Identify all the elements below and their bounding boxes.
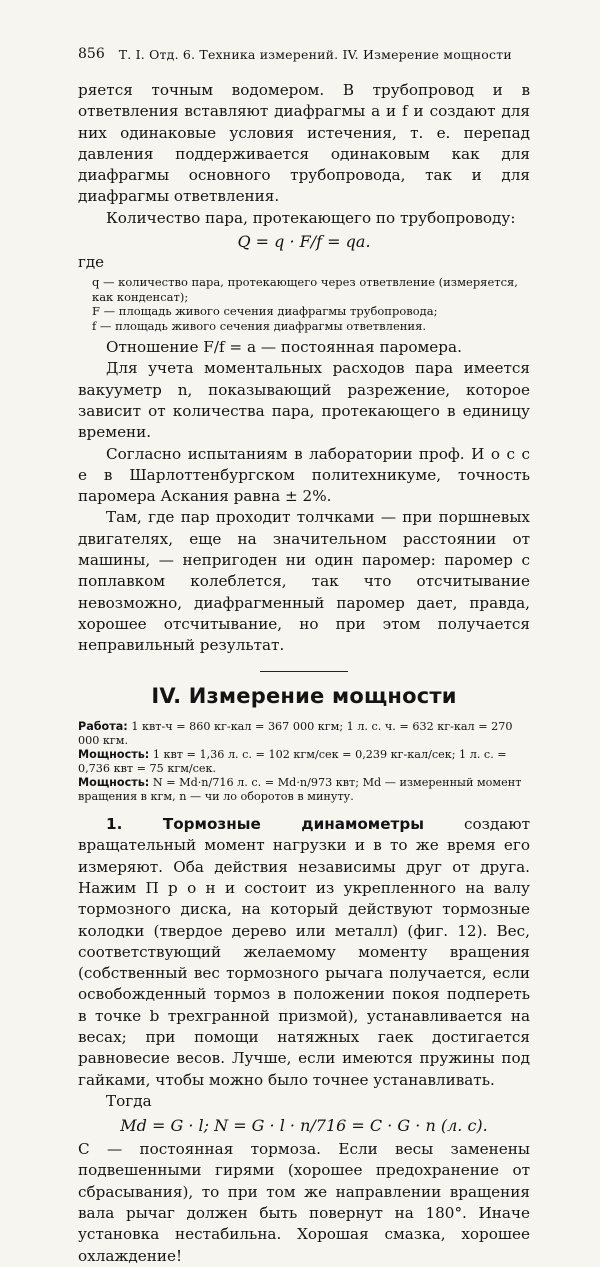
paragraph-vacuum-gauge: Для учета моментальных расходов пара имеется вакууметр n, показывающий разрежение, которое зависит от количества пара, протекающего в единицу времени. [78, 359, 530, 442]
paragraph-brake-dynamometers [78, 814, 530, 1091]
paragraph-steam-quantity: Количество пара, протекающего по трубопроводу: [106, 208, 516, 227]
then-label: Тогда [106, 1091, 152, 1110]
page-body [78, 80, 530, 1267]
units-power [78, 748, 530, 776]
units-power-text: 1 квт = 1,36 л. с. = 102 кгм/сек = 0,239 кг-кал/сек; 1 л. с. = 0,736 квт = 75 кгм/сек. [78, 748, 507, 776]
brake-dynamometers-text: создают вращательный момент нагрузки и в то же время его измеряют. Оба действия независимы друг от друга. Нажим П р о н и состоит из укрепленного на валу тормозного диска, на который действуют тормозные колодки (твердое дерево или металл) (фиг. 12). Вес, соответствующий желаемому моменту вращения (собственный вес тормозного рычага получается, если освобожденный тормоз в положении покоя подпереть в точке b трехгранной призмой), устанавливается на весах; при помощи натяжных гаек достигается равновесие весов. Лучше, если имеются пружины под гайками, чтобы можно было точнее устанавливать. [78, 815, 530, 1089]
definition-F: F — площадь живого сечения диафрагмы трубопровода; [92, 304, 438, 319]
units-power2-label: Мощность: [78, 776, 150, 790]
units-work [78, 720, 530, 748]
page-number: 856 [78, 46, 105, 62]
units-work-label: Работа: [78, 720, 128, 734]
paragraph-accuracy: Согласно испытаниям в лаборатории проф. И о с с е в Шарлоттенбургском политехникуме, точность паромера Аскания равна ± 2%. [78, 444, 530, 506]
units-power-label: Мощность: [78, 748, 150, 762]
definition-f: f — площадь живого сечения диафрагмы ответвления. [92, 318, 426, 333]
paragraph-brake-constant: C — постоянная тормоза. Если весы заменены подвешенными гирями (хорошее предохранение от сбрасывания), то при том же направлении вращения вала рычаг должен быть повернут на 180°. Иначе установка нестабильна. Хорошая смазка, хорошее охлаждение! [78, 1140, 530, 1265]
running-header [78, 46, 530, 62]
brake-dynamometers-heading: 1. Тормозные динамометры [106, 815, 424, 834]
definitions-list [92, 275, 530, 333]
section-divider [260, 671, 348, 673]
section-title: IV. Измерение мощности [151, 684, 457, 709]
formula-steam-quantity: Q = q · F/f = qa. [237, 232, 371, 252]
units-power-formula [78, 776, 530, 804]
units-work-text: 1 квт-ч = 860 кг-кал = 367 000 кгм; 1 л. с. ч. = 632 кг-кал = 270 000 кгм. [78, 720, 513, 748]
paragraph-ratio: Отношение F/f = a — постоянная паромера. [106, 338, 462, 357]
running-head-title: Т. I. Отд. 6. Техника измерений. IV. Измерение мощности [118, 47, 512, 62]
units-power2-text: N = Md·n/716 л. с. = Md·n/973 квт; Md — измеренный момент вращения в кгм, n — чи ло оборотов в минуту. [78, 776, 522, 804]
where-label: где [78, 253, 104, 272]
formula-brake-power: Md = G · l; N = G · l · n/716 = C · G · n (л. с). [120, 1116, 488, 1136]
paragraph-pulsating-steam: Там, где пар проходит толчками — при поршневых двигателях, еще на значительном расстоянии от машины, — непригоден ни один паромер: паромер с поплавком колеблется, так что отсчитывание невозможно, диафрагменный паромер дает, правда, хорошее отсчитывание, но при этом получается неправильный результат. [78, 508, 530, 655]
definition-q: q — количество пара, протекающего через ответвление (измеряется, как конденсат); [92, 275, 518, 304]
paragraph-diaphragms: ряется точным водомером. В трубопровод и в ответвления вставляют диафрагмы a и f и создают для них одинаковые условия истечения, т. е. перепад давления поддерживается одинаковым как для диафрагмы основного трубопровода, так и для диафрагмы ответвления. [78, 81, 530, 206]
